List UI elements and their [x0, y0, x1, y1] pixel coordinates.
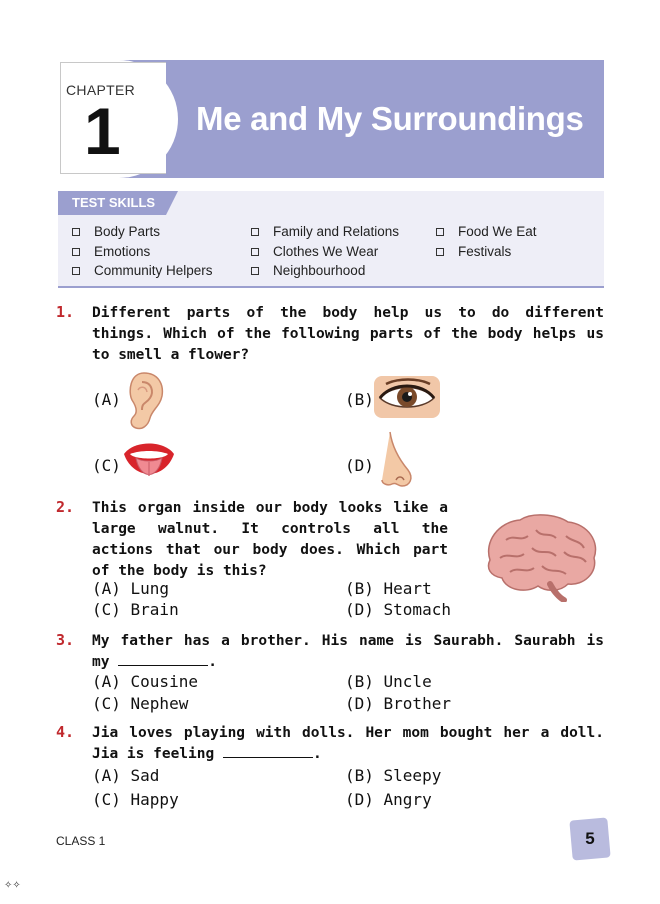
ear-icon [122, 370, 166, 432]
option-d[interactable]: (D) Brother [345, 694, 451, 713]
skill-item: Community Helpers [72, 263, 213, 278]
option-c[interactable]: (C) Happy [92, 790, 179, 809]
page-number: 5 [585, 829, 595, 848]
option-b[interactable]: (B) [345, 390, 374, 409]
question-text: My father has a brother. His name is Saurabh. Saurabh is my . [92, 633, 604, 670]
skill-item: Festivals [436, 244, 511, 259]
option-a[interactable]: (A) Lung [92, 579, 170, 598]
option-c[interactable]: (C) Nephew [92, 694, 189, 713]
checkbox-bullet-icon [72, 267, 80, 275]
answer-blank [118, 652, 208, 666]
question-number: 1. [56, 303, 75, 321]
option-d[interactable]: (D) Angry [345, 790, 432, 809]
question-text: Different parts of the body help us to do different things. Which of the following parts of the body helps us to smell a flower? [92, 305, 604, 363]
question-number: 3. [56, 631, 75, 649]
option-d[interactable]: (D) Stomach [345, 600, 451, 619]
checkbox-bullet-icon [251, 248, 259, 256]
corner-mark: ✧✧ [4, 880, 21, 891]
nose-icon [376, 430, 416, 492]
option-b[interactable]: (B) Heart [345, 579, 432, 598]
checkbox-bullet-icon [72, 228, 80, 236]
skill-item: Body Parts [72, 224, 160, 239]
chapter-number: 1 [84, 94, 121, 168]
chapter-title: Me and My Surroundings [196, 100, 584, 137]
option-d[interactable]: (D) [345, 456, 374, 475]
skill-item: Neighbourhood [251, 263, 365, 278]
option-a[interactable]: (A) Cousine [92, 672, 198, 691]
chapter-label: CHAPTER [66, 82, 135, 98]
question-number: 2. [56, 498, 75, 516]
question-text: This organ inside our body looks like a large walnut. It controls all the actions that our body does. Which part of the body is this? [92, 500, 448, 579]
mouth-tongue-icon [120, 436, 178, 492]
option-c[interactable]: (C) Brain [92, 600, 179, 619]
checkbox-bullet-icon [251, 228, 259, 236]
class-label: CLASS 1 [56, 834, 106, 848]
option-c[interactable]: (C) [92, 456, 121, 475]
answer-blank [223, 744, 313, 758]
checkbox-bullet-icon [72, 248, 80, 256]
question-text: Jia loves playing with dolls. Her mom bought her a doll. Jia is feeling . [92, 725, 604, 762]
eye-icon [374, 376, 440, 418]
option-a[interactable]: (A) Sad [92, 766, 160, 785]
skill-item: Clothes We Wear [251, 244, 378, 259]
skill-item: Food We Eat [436, 224, 537, 239]
option-b[interactable]: (B) Sleepy [345, 766, 442, 785]
option-a[interactable]: (A) [92, 390, 121, 409]
skill-item: Emotions [72, 244, 150, 259]
brain-icon [480, 512, 602, 602]
checkbox-bullet-icon [251, 267, 259, 275]
question-number: 4. [56, 723, 75, 741]
checkbox-bullet-icon [436, 248, 444, 256]
checkbox-bullet-icon [436, 228, 444, 236]
test-skills-label: TEST SKILLS [72, 195, 156, 210]
option-b[interactable]: (B) Uncle [345, 672, 432, 691]
skill-item: Family and Relations [251, 224, 399, 239]
